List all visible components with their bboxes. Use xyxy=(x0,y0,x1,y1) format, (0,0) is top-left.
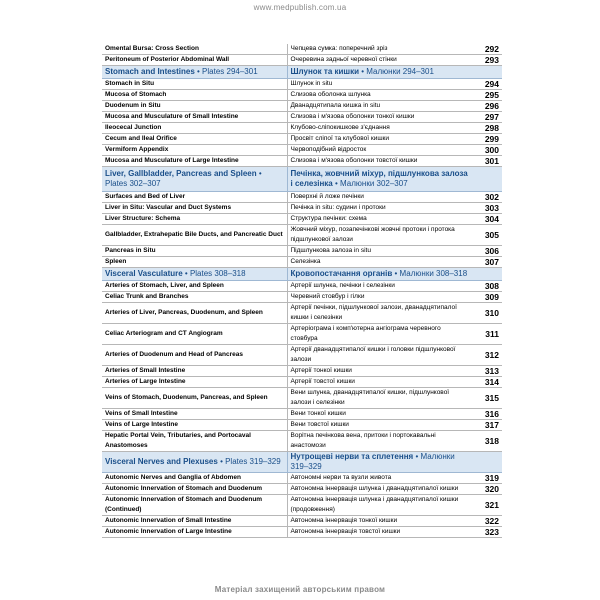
title-text-en: Veins of Stomach, Duodenum, Pancreas, and Spleen xyxy=(105,394,268,401)
entry-title-ua xyxy=(287,192,472,203)
entry-title-ua xyxy=(287,134,472,145)
page-number: 319 xyxy=(472,473,502,484)
title-text-ua: Артерії товстої кишки xyxy=(290,378,355,385)
entry-title-ua xyxy=(287,44,472,55)
title-text-en: Pancreas in Situ xyxy=(105,247,156,254)
contents-row xyxy=(102,484,502,495)
entry-title-ua xyxy=(287,281,472,292)
title-text-en: Mucosa of Stomach xyxy=(105,91,167,98)
title-text-ua: Автономна іннервація тонкої кишки xyxy=(290,517,398,524)
title-text-en: Arteries of Liver, Pancreas, Duodenum, and Spleen xyxy=(105,309,263,316)
entry-title-ua xyxy=(287,101,472,112)
section-title-ua xyxy=(287,167,472,192)
entry-title-en xyxy=(102,527,287,538)
entry-title-en xyxy=(102,79,287,90)
title-text-en: Veins of Large Intestine xyxy=(105,421,178,428)
entry-title-ua xyxy=(287,377,472,388)
contents-row xyxy=(102,473,502,484)
title-text-ua: Чепцева сумка: поперечний зріз xyxy=(290,45,388,52)
entry-title-en xyxy=(102,112,287,123)
entry-title-ua xyxy=(287,123,472,134)
title-text-ua: Клубово-сліпокишкове з'єднання xyxy=(290,124,390,131)
contents-row xyxy=(102,527,502,538)
title-text-ua: Дванадцятипала кишка in situ xyxy=(290,102,381,109)
title-text-en: Stomach in Situ xyxy=(105,80,155,87)
page-number: 299 xyxy=(472,134,502,145)
page-number: 313 xyxy=(472,366,502,377)
contents-row xyxy=(102,388,502,409)
entry-title-ua xyxy=(287,431,472,452)
entry-title-en xyxy=(102,281,287,292)
page-number: 307 xyxy=(472,257,502,268)
title-text-en: Hepatic Portal Vein, Tributaries, and Portocaval Anastomoses xyxy=(105,432,251,449)
page-number: 323 xyxy=(472,527,502,538)
page-number: 315 xyxy=(472,388,502,409)
entry-title-ua xyxy=(287,156,472,167)
entry-title-ua xyxy=(287,484,472,495)
entry-title-en xyxy=(102,345,287,366)
entry-title-ua xyxy=(287,79,472,90)
page-number: 318 xyxy=(472,431,502,452)
entry-title-en xyxy=(102,420,287,431)
title-text-ua: Артеріограма і комп'ютерна ангіограма черевного стовбура xyxy=(290,325,441,342)
page-number: 301 xyxy=(472,156,502,167)
page-number: 298 xyxy=(472,123,502,134)
entry-title-en xyxy=(102,409,287,420)
page-number: 320 xyxy=(472,484,502,495)
contents-row xyxy=(102,516,502,527)
title-text-en: Cecum and Ileal Orifice xyxy=(105,135,177,142)
title-text-en: Stomach and Intestines xyxy=(105,67,195,76)
entry-title-en xyxy=(102,101,287,112)
entry-title-ua xyxy=(287,55,472,66)
section-title-en xyxy=(102,268,287,281)
entry-title-ua xyxy=(287,409,472,420)
contents-row xyxy=(102,123,502,134)
title-text-en: Arteries of Duodenum and Head of Pancreas xyxy=(105,351,243,358)
title-text-ua: Вени тонкої кишки xyxy=(290,410,346,417)
page-number: 304 xyxy=(472,214,502,225)
plates-range-ua: • Малюнки 308–318 xyxy=(394,269,468,278)
entry-title-ua xyxy=(287,246,472,257)
contents-row xyxy=(102,345,502,366)
page-number: 316 xyxy=(472,409,502,420)
title-text-en: Veins of Small Intestine xyxy=(105,410,178,417)
title-text-en: Liver Structure: Schema xyxy=(105,215,181,222)
entry-title-en xyxy=(102,366,287,377)
plates-range-en: • Plates 302–307 xyxy=(105,169,262,188)
page-number: 300 xyxy=(472,145,502,156)
title-text-en: Visceral Nerves and Plexuses xyxy=(105,457,218,466)
title-text-ua: Вени товстої кишки xyxy=(290,421,349,428)
entry-title-en xyxy=(102,225,287,246)
page-number: 321 xyxy=(472,495,502,516)
entry-title-en xyxy=(102,145,287,156)
page-number: 306 xyxy=(472,246,502,257)
title-text-en: Mucosa and Musculature of Small Intestine xyxy=(105,113,239,120)
entry-title-en xyxy=(102,324,287,345)
entry-title-en xyxy=(102,431,287,452)
section-title-ua xyxy=(287,268,472,281)
page-number: 317 xyxy=(472,420,502,431)
title-text-ua: Селезінка xyxy=(290,258,321,265)
entry-title-en xyxy=(102,292,287,303)
contents-row xyxy=(102,409,502,420)
title-text-ua: Ворітна печінкова вена, притоки і портокавальні анастомози xyxy=(290,432,436,449)
title-text-ua: Шлунок та кишки xyxy=(290,67,360,76)
contents-row xyxy=(102,281,502,292)
page-number: 314 xyxy=(472,377,502,388)
title-text-ua: Поверхні й ложе печінки xyxy=(290,193,364,200)
title-text-en: Celiac Arteriogram and CT Angiogram xyxy=(105,330,223,337)
title-text-ua: Вени шлунка, дванадцятипалої кишки, підшлункової залози і селезінки xyxy=(290,389,450,406)
entry-title-en xyxy=(102,156,287,167)
section-header-row xyxy=(102,66,502,79)
entry-title-en xyxy=(102,55,287,66)
section-title-ua xyxy=(287,452,472,473)
title-text-ua: Кровопостачання органів xyxy=(290,269,393,278)
entry-title-ua xyxy=(287,345,472,366)
title-text-ua: Автономна іннервація товстої кишки xyxy=(290,528,401,535)
section-title-ua xyxy=(287,66,472,79)
title-text-en: Arteries of Small Intestine xyxy=(105,367,186,374)
title-text-ua: Артерії печінки, підшлункової залози, дванадцятипалої кишки і селезінки xyxy=(290,304,457,321)
page-number: 296 xyxy=(472,101,502,112)
entry-title-en xyxy=(102,44,287,55)
entry-title-ua xyxy=(287,366,472,377)
title-text-en: Celiac Trunk and Branches xyxy=(105,293,189,300)
contents-row xyxy=(102,324,502,345)
section-title-en xyxy=(102,66,287,79)
entry-title-en xyxy=(102,388,287,409)
title-text-en: Duodenum in Situ xyxy=(105,102,161,109)
page-number xyxy=(472,167,502,192)
entry-title-ua xyxy=(287,203,472,214)
entry-title-en xyxy=(102,90,287,101)
watermark-top: www.medpublish.com.ua xyxy=(253,3,347,12)
entry-title-ua xyxy=(287,225,472,246)
plates-range-ua: • Малюнки 294–301 xyxy=(361,67,434,76)
title-text-ua: Артерії дванадцятипалої кишки і головки підшлункової залози xyxy=(290,346,456,363)
title-text-ua: Підшлункова залоза in situ xyxy=(290,247,371,254)
entry-title-ua xyxy=(287,527,472,538)
contents-row xyxy=(102,79,502,90)
title-text-en: Omental Bursa: Cross Section xyxy=(105,45,199,52)
title-text-ua: Печінка in situ: судини і протоки xyxy=(290,204,386,211)
entry-title-ua xyxy=(287,303,472,324)
contents-row xyxy=(102,495,502,516)
entry-title-ua xyxy=(287,516,472,527)
title-text-ua: Структура печінки: схема xyxy=(290,215,367,222)
section-title-en xyxy=(102,452,287,473)
page-number: 295 xyxy=(472,90,502,101)
title-text-ua: Очеревина задньої черевної стінки xyxy=(290,56,397,63)
title-text-ua: Шлунок in situ xyxy=(290,80,333,87)
entry-title-en xyxy=(102,473,287,484)
title-text-en: Spleen xyxy=(105,258,127,265)
page-number xyxy=(472,268,502,281)
entry-title-en xyxy=(102,134,287,145)
title-text-en: Autonomic Innervation of Stomach and Duodenum xyxy=(105,485,263,492)
contents-body xyxy=(102,44,502,538)
page-number: 292 xyxy=(472,44,502,55)
title-text-en: Visceral Vasculature xyxy=(105,269,183,278)
page-number xyxy=(472,452,502,473)
title-text-en: Liver in Situ: Vascular and Duct Systems xyxy=(105,204,232,211)
page-number: 322 xyxy=(472,516,502,527)
title-text-en: Ileocecal Junction xyxy=(105,124,162,131)
entry-title-en xyxy=(102,123,287,134)
entry-title-ua xyxy=(287,420,472,431)
title-text-ua: Червоподібний відросток xyxy=(290,146,367,153)
section-header-row xyxy=(102,452,502,473)
title-text-en: Autonomic Innervation of Small Intestine xyxy=(105,517,232,524)
contents-row xyxy=(102,192,502,203)
title-text-ua: Автономні нерви та вузли живота xyxy=(290,474,392,481)
section-title-en xyxy=(102,167,287,192)
entry-title-ua xyxy=(287,112,472,123)
title-text-ua: Слизова і м'язова оболонки товстої кишки xyxy=(290,157,418,164)
entry-title-en xyxy=(102,495,287,516)
title-text-en: Autonomic Innervation of Stomach and Duodenum (Continued) xyxy=(105,496,263,513)
title-text-ua: Черевний стовбур і гілки xyxy=(290,293,365,300)
watermark-bottom: Матеріал захищений авторським правом xyxy=(214,585,386,594)
page-number: 310 xyxy=(472,303,502,324)
contents-row xyxy=(102,214,502,225)
title-text-ua: Артерії тонкої кишки xyxy=(290,367,352,374)
title-text-ua: Нутрощеві нерви та сплетення xyxy=(290,452,414,461)
entry-title-ua xyxy=(287,257,472,268)
title-text-ua: Жовчний міхур, позапечінкові жовчні протоки і протока підшлункової залози xyxy=(290,226,455,243)
contents-row xyxy=(102,112,502,123)
contents-table xyxy=(102,44,502,538)
plates-range-ua: • Малюнки 302–307 xyxy=(335,179,408,188)
entry-title-en xyxy=(102,203,287,214)
contents-row xyxy=(102,257,502,268)
title-text-en: Peritoneum of Posterior Abdominal Wall xyxy=(105,56,230,63)
page-number: 302 xyxy=(472,192,502,203)
entry-title-en xyxy=(102,516,287,527)
contents-row xyxy=(102,90,502,101)
contents-row xyxy=(102,366,502,377)
entry-title-en xyxy=(102,214,287,225)
title-text-en: Liver, Gallbladder, Pancreas and Spleen xyxy=(105,169,257,178)
title-text-en: Arteries of Stomach, Liver, and Spleen xyxy=(105,282,224,289)
title-text-ua: Просвіт сліпої та клубової кишки xyxy=(290,135,390,142)
plates-range-ua: • Малюнки 319–329 xyxy=(290,452,455,471)
contents-row xyxy=(102,377,502,388)
entry-title-en xyxy=(102,377,287,388)
entry-title-ua xyxy=(287,90,472,101)
contents-row xyxy=(102,303,502,324)
title-text-en: Arteries of Large Intestine xyxy=(105,378,186,385)
title-text-ua: Слизова і м'язова оболонки тонкої кишки xyxy=(290,113,415,120)
page-number: 312 xyxy=(472,345,502,366)
entry-title-ua xyxy=(287,495,472,516)
entry-title-en xyxy=(102,192,287,203)
contents-row xyxy=(102,145,502,156)
entry-title-en xyxy=(102,484,287,495)
title-text-en: Mucosa and Musculature of Large Intestine xyxy=(105,157,239,164)
title-text-en: Autonomic Nerves and Ganglia of Abdomen xyxy=(105,474,241,481)
page-number: 303 xyxy=(472,203,502,214)
page-number xyxy=(472,66,502,79)
contents-row xyxy=(102,203,502,214)
entry-title-ua xyxy=(287,292,472,303)
contents-row xyxy=(102,246,502,257)
plates-range-en: • Plates 319–329 xyxy=(220,457,281,466)
plates-range-en: • Plates 308–318 xyxy=(184,269,246,278)
entry-title-ua xyxy=(287,214,472,225)
contents-row xyxy=(102,420,502,431)
page-number: 305 xyxy=(472,225,502,246)
page-number: 309 xyxy=(472,292,502,303)
entry-title-en xyxy=(102,246,287,257)
contents-row xyxy=(102,134,502,145)
section-header-row xyxy=(102,167,502,192)
plates-range-en: • Plates 294–301 xyxy=(197,67,258,76)
contents-row xyxy=(102,225,502,246)
contents-row xyxy=(102,44,502,55)
page-number: 297 xyxy=(472,112,502,123)
title-text-ua: Автономна іннервація шлунка і дванадцятипалої кишки xyxy=(290,485,459,492)
page-number: 294 xyxy=(472,79,502,90)
entry-title-ua xyxy=(287,388,472,409)
page-number: 311 xyxy=(472,324,502,345)
entry-title-en xyxy=(102,303,287,324)
title-text-en: Gallbladder, Extrahepatic Bile Ducts, and Pancreatic Duct xyxy=(105,231,283,238)
section-header-row xyxy=(102,268,502,281)
title-text-en: Vermiform Appendix xyxy=(105,146,169,153)
contents-row xyxy=(102,55,502,66)
entry-title-ua xyxy=(287,324,472,345)
entry-title-ua xyxy=(287,145,472,156)
title-text-en: Surfaces and Bed of Liver xyxy=(105,193,186,200)
page-number: 308 xyxy=(472,281,502,292)
page-number: 293 xyxy=(472,55,502,66)
contents-row xyxy=(102,156,502,167)
title-text-ua: Автономна іннервація шлунка і дванадцятипалої кишки (продовження) xyxy=(290,496,459,513)
title-text-ua: Артерії шлунка, печінки і селезінки xyxy=(290,282,395,289)
contents-row xyxy=(102,292,502,303)
title-text-en: Autonomic Innervation of Large Intestine xyxy=(105,528,232,535)
contents-row xyxy=(102,101,502,112)
title-text-ua: Печінка, жовчний міхур, підшлункова залоза і селезінка xyxy=(290,169,468,188)
contents-row xyxy=(102,431,502,452)
entry-title-ua xyxy=(287,473,472,484)
title-text-ua: Слизова оболонка шлунка xyxy=(290,91,371,98)
entry-title-en xyxy=(102,257,287,268)
